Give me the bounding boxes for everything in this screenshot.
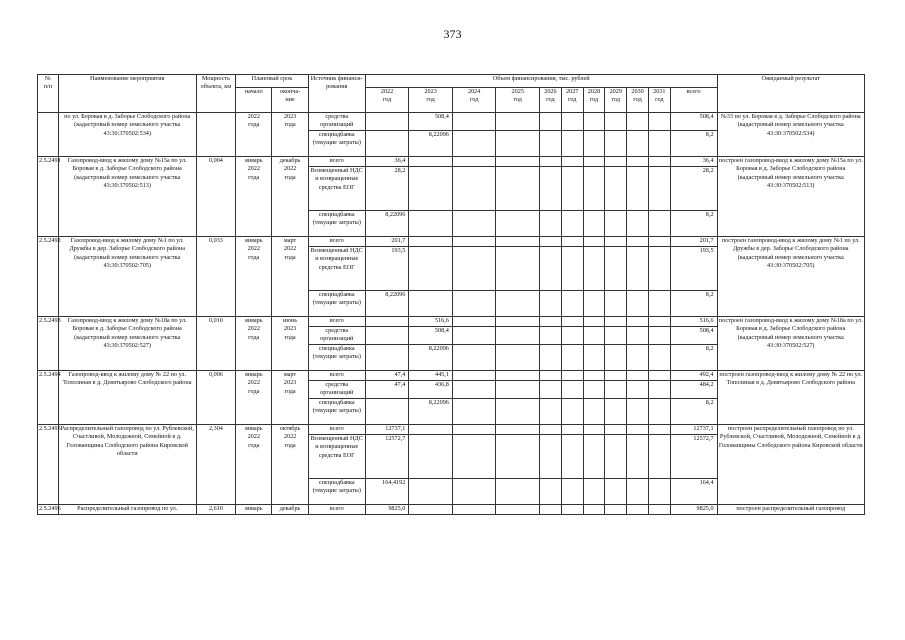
source-cell: всего (308, 371, 365, 381)
header-year: 2022 год (365, 88, 409, 113)
value-empty-cell (496, 167, 540, 211)
value-empty-cell (605, 113, 627, 131)
capacity-cell: 0,033 (196, 237, 235, 317)
value-empty-cell (627, 317, 649, 327)
value-empty-cell (496, 247, 540, 291)
value-empty-cell (540, 291, 562, 317)
value-empty-cell (452, 317, 496, 327)
table-row (38, 505, 865, 515)
end-cell: 2023 года (272, 113, 308, 157)
value-total-cell: 8,2 (670, 211, 717, 237)
value-empty-cell (627, 167, 649, 211)
end-cell: декабрь (272, 505, 308, 515)
value-empty-cell (496, 505, 540, 515)
value-empty-cell (583, 327, 605, 345)
value-total-cell: 9825,0 (670, 505, 717, 515)
source-cell: всего (308, 425, 365, 435)
value-empty-cell (561, 327, 583, 345)
value-total-cell: 516,6 (670, 317, 717, 327)
capacity-cell: 0,010 (196, 317, 235, 371)
value-empty-cell (648, 113, 670, 131)
value-empty-cell (540, 157, 562, 167)
value-2023-cell: 8,22096 (409, 345, 453, 371)
name-cell: Газопровод-ввод к жилому дому № 22 по ул. Тополиная в д. Девятьярово Слободского района (58, 371, 196, 425)
value-empty-cell (496, 131, 540, 157)
value-empty-cell (583, 237, 605, 247)
value-empty-cell (605, 131, 627, 157)
value-empty-cell (605, 291, 627, 317)
value-empty-cell (452, 425, 496, 435)
start-cell: январь (236, 505, 272, 515)
value-2023-cell: 508,4 (409, 327, 453, 345)
num-cell: 2.5.2496 (38, 505, 59, 515)
value-empty-cell (540, 345, 562, 371)
result-cell: построен газопровод-ввод к жилому дому № 22 по ул. Тополиная в д. Девятьярово Слободского района (717, 371, 864, 425)
value-empty-cell (583, 211, 605, 237)
value-2022-cell: 47,4 (365, 381, 409, 399)
value-empty-cell (583, 247, 605, 291)
value-2023-cell (409, 435, 453, 479)
value-2022-cell (365, 399, 409, 425)
value-empty-cell (452, 291, 496, 317)
value-empty-cell (496, 381, 540, 399)
source-cell: Возмещенный НДС и возвращенные средства ЕОГ (308, 435, 365, 479)
value-empty-cell (561, 425, 583, 435)
value-2023-cell: 436,8 (409, 381, 453, 399)
funding-table (37, 74, 865, 515)
value-empty-cell (540, 167, 562, 211)
header-sources: Источник финанси- рования (308, 75, 365, 113)
header-year: 2028 год (583, 88, 605, 113)
page-number: 373 (443, 27, 462, 41)
value-empty-cell (605, 317, 627, 327)
value-empty-cell (583, 479, 605, 505)
value-empty-cell (605, 371, 627, 381)
value-2023-cell (409, 157, 453, 167)
value-empty-cell (452, 505, 496, 515)
value-empty-cell (561, 505, 583, 515)
value-empty-cell (452, 381, 496, 399)
value-2023-cell (409, 291, 453, 317)
value-empty-cell (648, 381, 670, 399)
value-empty-cell (605, 167, 627, 211)
value-empty-cell (540, 381, 562, 399)
value-empty-cell (561, 211, 583, 237)
value-empty-cell (627, 381, 649, 399)
value-empty-cell (561, 371, 583, 381)
value-empty-cell (452, 113, 496, 131)
value-empty-cell (452, 399, 496, 425)
value-empty-cell (540, 211, 562, 237)
value-2022-cell: 28,2 (365, 167, 409, 211)
num-cell: 2.5.2491 (38, 157, 59, 237)
value-empty-cell (540, 113, 562, 131)
value-2023-cell (409, 211, 453, 237)
value-empty-cell (561, 131, 583, 157)
value-2022-cell: 164,4192 (365, 479, 409, 505)
value-empty-cell (648, 479, 670, 505)
value-empty-cell (583, 371, 605, 381)
value-empty-cell (605, 505, 627, 515)
value-empty-cell (540, 435, 562, 479)
value-empty-cell (583, 381, 605, 399)
value-empty-cell (561, 399, 583, 425)
end-cell: декабрь 2022 года (272, 157, 308, 237)
value-empty-cell (452, 157, 496, 167)
value-empty-cell (605, 157, 627, 167)
value-empty-cell (540, 425, 562, 435)
value-empty-cell (561, 435, 583, 479)
value-empty-cell (540, 371, 562, 381)
value-empty-cell (605, 247, 627, 291)
value-empty-cell (496, 425, 540, 435)
table-row (38, 113, 865, 131)
value-empty-cell (561, 237, 583, 247)
value-total-cell: 8,2 (670, 399, 717, 425)
start-cell: 2022 года (236, 113, 272, 157)
value-total-cell: 12737,1 (670, 425, 717, 435)
source-cell: спецнадбавка (текущие затраты) (308, 131, 365, 157)
value-empty-cell (561, 345, 583, 371)
value-empty-cell (540, 317, 562, 327)
source-cell: спецнадбавка (текущие затраты) (308, 211, 365, 237)
value-empty-cell (583, 399, 605, 425)
name-cell: Газопровод-ввод к жилому дому №15а по ул. Боровая в д. Заборье Слободского района (кадастровый номер земельного участка 43:30:370502:513) (58, 157, 196, 237)
value-2023-cell (409, 425, 453, 435)
header-year: 2027 год (561, 88, 583, 113)
value-2023-cell: 516,6 (409, 317, 453, 327)
value-total-cell: 36,4 (670, 157, 717, 167)
num-cell: 2.5.2495 (38, 425, 59, 505)
value-empty-cell (496, 237, 540, 247)
value-empty-cell (627, 399, 649, 425)
capacity-cell: 2,304 (196, 425, 235, 505)
value-empty-cell (540, 327, 562, 345)
value-empty-cell (496, 211, 540, 237)
value-empty-cell (540, 505, 562, 515)
end-cell: июнь 2023 года (272, 317, 308, 371)
header-year: 2030 год (627, 88, 649, 113)
value-empty-cell (583, 157, 605, 167)
value-empty-cell (496, 291, 540, 317)
source-cell: спецнадбавка (текущие затраты) (308, 479, 365, 505)
value-empty-cell (605, 399, 627, 425)
value-total-cell: 164,4 (670, 479, 717, 505)
value-empty-cell (605, 381, 627, 399)
value-empty-cell (561, 291, 583, 317)
value-2022-cell (365, 345, 409, 371)
value-total-cell: 8,2 (670, 345, 717, 371)
header-funding: Объем финансирования, тыс. рублей (365, 75, 717, 88)
value-empty-cell (561, 157, 583, 167)
value-2022-cell: 8,22096 (365, 291, 409, 317)
value-empty-cell (496, 317, 540, 327)
value-2023-cell: 445,1 (409, 371, 453, 381)
result-cell: построен распределительный газопровод по ул. Рублевской, Счастливой, Молодежной, Семейной в д. Голованщины Слободского района Кировской области (717, 425, 864, 505)
value-empty-cell (627, 291, 649, 317)
value-empty-cell (648, 211, 670, 237)
value-empty-cell (648, 505, 670, 515)
value-2023-cell: 508,4 (409, 113, 453, 131)
value-empty-cell (561, 113, 583, 131)
source-cell: средства организаций (308, 327, 365, 345)
value-empty-cell (583, 345, 605, 371)
value-empty-cell (648, 167, 670, 211)
value-empty-cell (561, 381, 583, 399)
value-empty-cell (627, 131, 649, 157)
value-total-cell: 484,2 (670, 381, 717, 399)
value-2022-cell: 201,7 (365, 237, 409, 247)
value-empty-cell (583, 291, 605, 317)
value-empty-cell (583, 505, 605, 515)
value-2022-cell (365, 113, 409, 131)
value-empty-cell (452, 167, 496, 211)
capacity-cell: 0,006 (196, 371, 235, 425)
source-cell: спецнадбавка (текущие затраты) (308, 345, 365, 371)
value-empty-cell (452, 131, 496, 157)
header-total: всего (670, 88, 717, 113)
end-cell: март 2022 года (272, 237, 308, 317)
num-cell: 2.5.2494 (38, 371, 59, 425)
end-cell: октябрь 2022 года (272, 425, 308, 505)
capacity-cell: 0,004 (196, 157, 235, 237)
value-2022-cell (365, 317, 409, 327)
value-empty-cell (452, 327, 496, 345)
header-num: № п/п (38, 75, 59, 113)
result-cell: построен распределительный газопровод (717, 505, 864, 515)
value-total-cell: 508,4 (670, 327, 717, 345)
source-cell: средства организаций (308, 113, 365, 131)
value-empty-cell (583, 317, 605, 327)
source-cell: Возмещенный НДС и возвращенные средства ЕОГ (308, 247, 365, 291)
value-empty-cell (561, 167, 583, 211)
value-empty-cell (627, 211, 649, 237)
name-cell: Газопровод-ввод к жилому дому №1 по ул. Дружбы в дер. Заборье Слободского района (кадастровый номер земельного участка 43:30:370502:705) (58, 237, 196, 317)
value-total-cell: 492,4 (670, 371, 717, 381)
value-empty-cell (627, 425, 649, 435)
start-cell: январь 2022 года (236, 425, 272, 505)
value-2022-cell: 193,5 (365, 247, 409, 291)
value-empty-cell (605, 211, 627, 237)
value-empty-cell (496, 399, 540, 425)
value-empty-cell (583, 131, 605, 157)
value-empty-cell (452, 371, 496, 381)
value-2023-cell (409, 237, 453, 247)
value-2023-cell (409, 479, 453, 505)
header-year: 2031 год (648, 88, 670, 113)
value-empty-cell (540, 247, 562, 291)
table-row (38, 371, 865, 381)
source-cell: средства организаций (308, 381, 365, 399)
source-cell: всего (308, 505, 365, 515)
value-empty-cell (496, 327, 540, 345)
value-total-cell: 8,2 (670, 131, 717, 157)
value-empty-cell (561, 247, 583, 291)
start-cell: январь 2022 года (236, 237, 272, 317)
value-empty-cell (540, 237, 562, 247)
result-cell: построен газопровод-ввод к жилому дому №15а по ул. Боровая в д. Заборье Слободского района (кадастровый номер земельного участка 43:30:370502:513) (717, 157, 864, 237)
value-empty-cell (540, 479, 562, 505)
value-empty-cell (648, 247, 670, 291)
value-empty-cell (648, 399, 670, 425)
value-total-cell: 12572,7 (670, 435, 717, 479)
num-cell: 2.5.2493 (38, 317, 59, 371)
value-empty-cell (540, 131, 562, 157)
header-capacity: Мощность объекта, км (196, 75, 235, 113)
value-empty-cell (648, 371, 670, 381)
source-cell: всего (308, 157, 365, 167)
value-2022-cell: 9825,0 (365, 505, 409, 515)
table-row (38, 425, 865, 435)
value-empty-cell (496, 345, 540, 371)
start-cell: январь 2022 года (236, 317, 272, 371)
value-2022-cell: 12572,7 (365, 435, 409, 479)
value-empty-cell (648, 131, 670, 157)
value-empty-cell (496, 435, 540, 479)
value-empty-cell (605, 435, 627, 479)
value-empty-cell (627, 237, 649, 247)
header-year: 2024 год (452, 88, 496, 113)
value-empty-cell (627, 113, 649, 131)
header-end: оконча- ние (272, 88, 308, 113)
value-empty-cell (583, 167, 605, 211)
value-empty-cell (605, 425, 627, 435)
value-empty-cell (452, 435, 496, 479)
value-empty-cell (496, 113, 540, 131)
start-cell: январь 2022 года (236, 157, 272, 237)
table-row (38, 237, 865, 247)
source-cell: всего (308, 317, 365, 327)
header-period: Плановый срок (236, 75, 309, 88)
value-empty-cell (561, 317, 583, 327)
value-2023-cell (409, 167, 453, 211)
end-cell: март 2023 года (272, 371, 308, 425)
value-empty-cell (561, 479, 583, 505)
value-empty-cell (605, 479, 627, 505)
value-empty-cell (583, 435, 605, 479)
value-empty-cell (452, 345, 496, 371)
value-2023-cell (409, 247, 453, 291)
header-year: 2025 год (496, 88, 540, 113)
num-cell (38, 113, 59, 157)
value-empty-cell (452, 479, 496, 505)
value-empty-cell (648, 317, 670, 327)
value-empty-cell (452, 247, 496, 291)
source-cell: всего (308, 237, 365, 247)
value-empty-cell (496, 157, 540, 167)
header-start: начало (236, 88, 272, 113)
value-2023-cell: 8,22096 (409, 131, 453, 157)
value-empty-cell (627, 327, 649, 345)
value-empty-cell (627, 345, 649, 371)
value-empty-cell (605, 345, 627, 371)
value-2023-cell: 8,22096 (409, 399, 453, 425)
table-row (38, 157, 865, 167)
value-empty-cell (627, 371, 649, 381)
value-empty-cell (605, 237, 627, 247)
header-year: 2026 год (540, 88, 562, 113)
value-empty-cell (627, 157, 649, 167)
value-2022-cell: 8,22096 (365, 211, 409, 237)
source-cell: Возмещенный НДС и возвращенные средства ЕОГ (308, 167, 365, 211)
capacity-cell (196, 113, 235, 157)
table-row (38, 317, 865, 327)
value-empty-cell (648, 291, 670, 317)
value-total-cell: 8,2 (670, 291, 717, 317)
value-empty-cell (583, 425, 605, 435)
value-empty-cell (496, 371, 540, 381)
source-cell: спецнадбавка (текущие затраты) (308, 399, 365, 425)
value-total-cell: 193,5 (670, 247, 717, 291)
value-total-cell: 28,2 (670, 167, 717, 211)
value-2023-cell (409, 505, 453, 515)
value-empty-cell (627, 479, 649, 505)
value-empty-cell (583, 113, 605, 131)
value-empty-cell (627, 505, 649, 515)
header-name: Наименование мероприятия (58, 75, 196, 113)
capacity-cell: 2,610 (196, 505, 235, 515)
name-cell: по ул. Боровая в д. Заборье Слободского района (кадастровый номер земельного участка 43:30:370502:534) (58, 113, 196, 157)
value-empty-cell (648, 435, 670, 479)
start-cell: январь 2022 года (236, 371, 272, 425)
name-cell: Распределительный газопровод по ул. (58, 505, 196, 515)
value-empty-cell (540, 399, 562, 425)
value-2022-cell: 47,4 (365, 371, 409, 381)
value-2022-cell (365, 327, 409, 345)
result-cell: построен газопровод-ввод к жилому дому №1 по ул. Дружбы в дер. Заборье Слободского района (кадастровый номер земельного участка 43:30:370502:705) (717, 237, 864, 317)
name-cell: Распределительный газопровод по ул. Рублевской, Счастливой, Молодежной, Семейной в д. Голованщины Слободского района Кировской области (58, 425, 196, 505)
source-cell: спецнадбавка (текущие затраты) (308, 291, 365, 317)
value-empty-cell (648, 345, 670, 371)
value-empty-cell (648, 237, 670, 247)
value-empty-cell (648, 327, 670, 345)
result-cell: №33 по ул. Боровая в д. Заборье Слободского района (кадастровый номер земельного участка 43:30:370502:534) (717, 113, 864, 157)
value-empty-cell (627, 435, 649, 479)
value-empty-cell (605, 327, 627, 345)
value-empty-cell (648, 425, 670, 435)
result-cell: построен газопровод-ввод к жилому дому №18а по ул. Боровая в д. Заборье Слободского района (кадастровый номер земельного участка 43:30:370502:527) (717, 317, 864, 371)
value-2022-cell: 12737,1 (365, 425, 409, 435)
value-empty-cell (496, 479, 540, 505)
value-empty-cell (452, 237, 496, 247)
value-empty-cell (648, 157, 670, 167)
value-empty-cell (452, 211, 496, 237)
value-empty-cell (627, 247, 649, 291)
value-2022-cell (365, 131, 409, 157)
num-cell: 2.5.2492 (38, 237, 59, 317)
value-total-cell: 201,7 (670, 237, 717, 247)
value-total-cell: 508,4 (670, 113, 717, 131)
value-2022-cell: 36,4 (365, 157, 409, 167)
header-result: Ожидаемый результат (717, 75, 864, 113)
header-year: 2029 год (605, 88, 627, 113)
header-year: 2023 год (409, 88, 453, 113)
name-cell: Газопровод-ввод к жилому дому №18а по ул. Боровая в д. Заборье Слободского района (кадастровый номер земельного участка 43:30:370502:527) (58, 317, 196, 371)
